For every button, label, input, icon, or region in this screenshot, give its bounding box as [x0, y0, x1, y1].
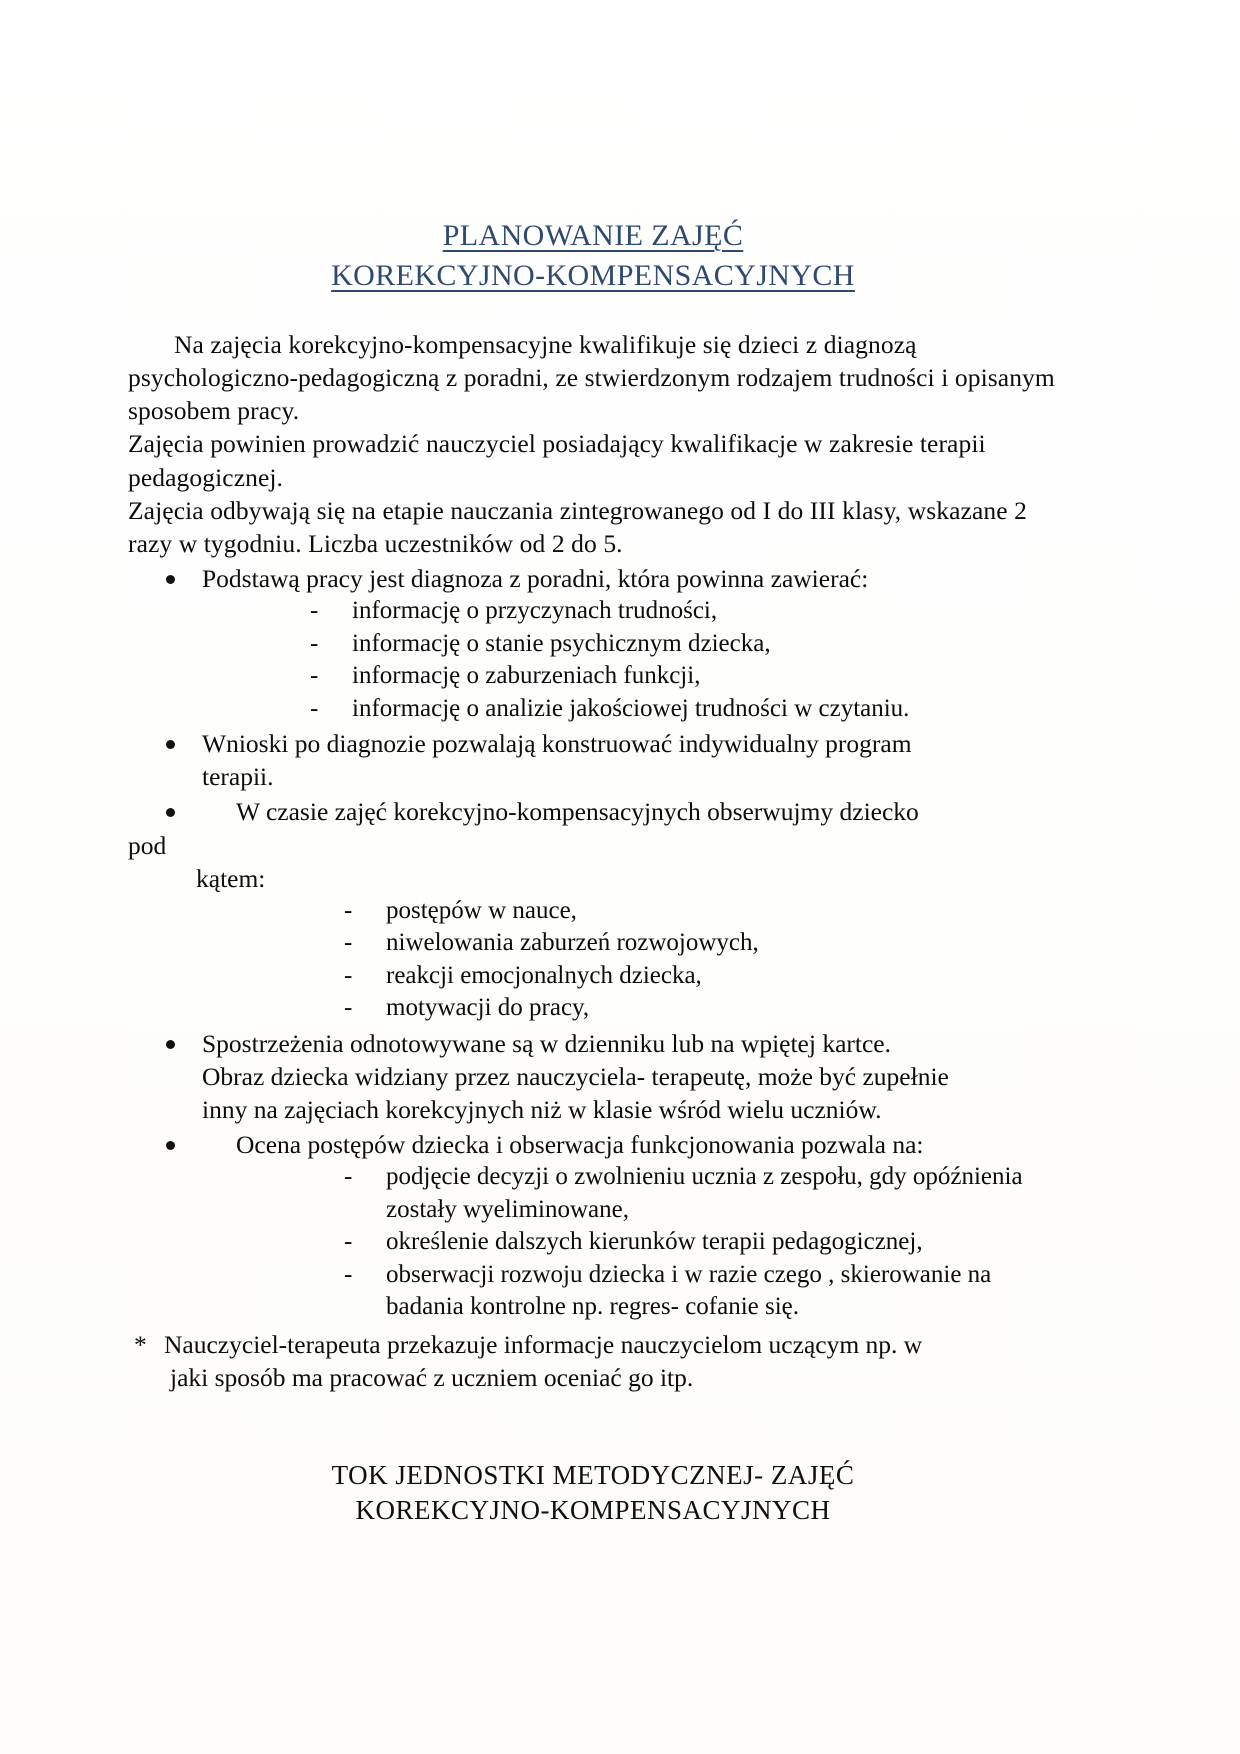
list-item	[294, 595, 1058, 628]
page-title	[128, 218, 1058, 294]
list-item	[128, 1027, 1058, 1126]
sub-item-text: niwelowania zaburzeń rozwojowych,	[386, 929, 759, 957]
intro-paragraph-1	[128, 328, 1058, 427]
list-item	[328, 1226, 1058, 1259]
intro-p1-line-2: psychologiczno-pedagogiczną z poradni, ze stwierdzonym rodzajem trudności i	[128, 363, 949, 393]
list-item	[128, 1128, 1058, 1324]
bullet-dot-icon	[166, 575, 175, 584]
list-item	[128, 727, 1058, 793]
intro-p3-line-1: Zajęcia odbywają się na etapie nauczania zintegrowanego od I do III klasy,	[128, 495, 902, 525]
list-item	[294, 628, 1058, 661]
bullet-dot-icon	[166, 1040, 175, 1049]
bullet-2-line-1: Wnioski po diagnozie pozwalają konstruować indywidualny program	[202, 729, 912, 759]
intro-p3-line-2: wskazane 2 razy w tygodniu. Liczba uczestników od 2 do 5.	[128, 495, 1027, 558]
list-item	[328, 895, 1058, 928]
title-line-1: PLANOWANIE ZAJĘĆ	[442, 219, 744, 252]
dash-marker-icon: -	[344, 896, 353, 924]
main-bullet-list	[128, 562, 1058, 1324]
dash-marker-icon: -	[344, 929, 353, 957]
bullet-5-text: Ocena postępów dziecka i obserwacja funkcjonowania pozwala na:	[236, 1130, 924, 1160]
list-item	[128, 562, 1058, 725]
list-item	[328, 1161, 1058, 1226]
bullet-4-line-2: Obraz dziecka widziany przez nauczyciela- terapeutę, może być zupełnie	[202, 1061, 949, 1091]
list-item	[294, 660, 1058, 693]
sub-item-text: obserwacji rozwoju dziecka i w razie czego , skierowanie na	[386, 1260, 992, 1288]
bullet-1-text: Podstawą pracy jest diagnoza z poradni, która powinna zawierać:	[202, 563, 869, 593]
title-line-2: KOREKCYJNO-KOMPENSACYJNYCH	[331, 259, 855, 292]
bullet-4-line-1: Spostrzeżenia odnotowywane są w dzienniku lub na wpiętej kartce.	[202, 1028, 891, 1058]
bullet-dot-icon	[166, 808, 175, 817]
dash-marker-icon: -	[310, 629, 319, 657]
dash-marker-icon: -	[310, 597, 319, 625]
sub-item-text: informację o stanie psychicznym dziecka,	[352, 629, 771, 657]
sub-item-text: informację o przyczynach trudności,	[352, 597, 718, 625]
sub-item-text: informację o analizie jakościowej trudności w czytaniu.	[352, 694, 910, 722]
intro-p1-line-1: Na zajęcia korekcyjno-kompensacyjne kwalifikuje się dzieci z diagnozą	[174, 330, 917, 359]
bullet-dot-icon	[166, 740, 175, 749]
bullet-3-line-2: pod	[128, 830, 167, 860]
dash-marker-icon: -	[310, 662, 319, 690]
list-item	[328, 992, 1058, 1025]
intro-paragraph-3	[128, 494, 1058, 560]
dash-marker-icon: -	[310, 694, 319, 722]
dash-marker-icon: -	[344, 1228, 353, 1256]
sub-item-text: motywacji do pracy,	[386, 994, 590, 1022]
bullet-4-line-3: inny na zajęciach korekcyjnych niż w klasie wśród wielu uczniów.	[202, 1095, 882, 1125]
list-item	[328, 927, 1058, 960]
bullet-2-line-2: terapii.	[202, 762, 274, 792]
bullet-3-line-1: W czasie zajęć korekcyjno-kompensacyjnych obserwujmy dziecko	[236, 797, 919, 827]
note-line-2: jaki sposób ma pracować z uczniem oceniać go itp.	[170, 1363, 694, 1393]
sub-item-text: informację o zaburzeniach funkcji,	[352, 662, 701, 690]
document-content	[128, 218, 1058, 1527]
closing-line-2: KOREKCYJNO-KOMPENSACYJNYCH	[355, 1494, 831, 1525]
dash-marker-icon: -	[344, 961, 353, 989]
sub-item-text: określenie dalszych kierunków terapii pedagogicznej,	[386, 1228, 923, 1256]
footnote-note	[128, 1328, 1058, 1394]
sub-item-text: podjęcie decyzji o zwolnieniu ucznia z zespołu, gdy opóźnienia	[386, 1163, 1023, 1191]
sub-item-text-wrap: zostały wyeliminowane,	[386, 1195, 629, 1223]
sub-item-text-wrap: badania kontrolne np. regres- cofanie się.	[386, 1293, 800, 1321]
sub-item-text: postępów w nauce,	[386, 896, 577, 924]
list-item	[328, 1259, 1058, 1324]
intro-p2-line-1: Zajęcia powinien prowadzić nauczyciel posiadający kwalifikacje w zakresie	[128, 429, 914, 459]
list-item	[294, 693, 1058, 726]
bullet-3-line-3: kątem:	[196, 863, 266, 893]
intro-p2-line-2: terapii pedagogicznej.	[128, 429, 986, 492]
dash-marker-icon: -	[344, 1163, 353, 1191]
intro-paragraph-2	[128, 427, 1058, 493]
list-item	[328, 960, 1058, 993]
sub-dash-list-2	[328, 895, 1058, 1025]
closing-heading	[128, 1458, 1058, 1527]
dash-marker-icon: -	[344, 1260, 353, 1288]
dash-marker-icon: -	[344, 994, 353, 1022]
closing-line-1: TOK JEDNOSTKI METODYCZNEJ- ZAJĘĆ	[331, 1460, 855, 1491]
sub-dash-list-3	[328, 1161, 1058, 1324]
sub-dash-list-1	[294, 595, 1058, 725]
note-line-1: Nauczyciel-terapeuta przekazuje informacje nauczycielom uczącym np. w	[164, 1329, 923, 1359]
list-item	[128, 795, 1058, 1024]
asterisk-marker-icon: *	[134, 1329, 147, 1359]
sub-item-text: reakcji emocjonalnych dziecka,	[386, 961, 702, 989]
bullet-dot-icon	[166, 1141, 175, 1150]
intro-p1-line-3: opisanym sposobem pracy.	[128, 363, 1055, 426]
